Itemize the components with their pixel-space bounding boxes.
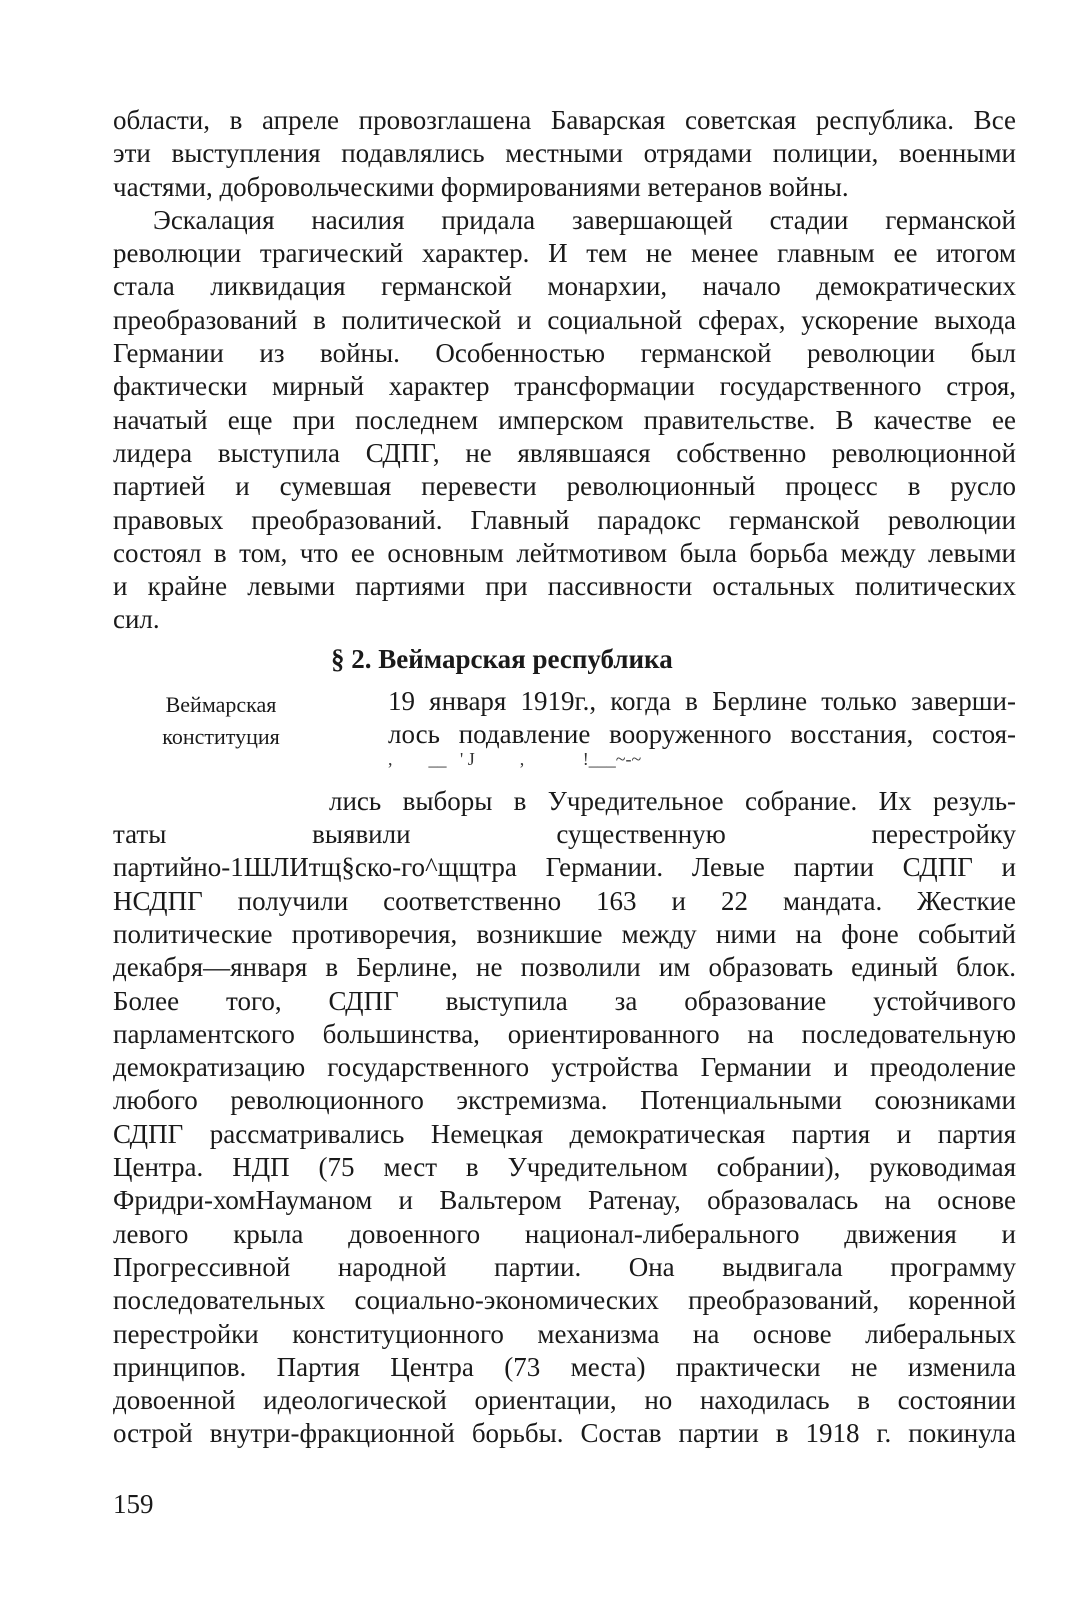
page-number: 159 bbox=[113, 1489, 154, 1519]
margin-note bbox=[141, 689, 301, 753]
text-line: частями, добровольческими формированиями ветеранов войны. bbox=[113, 171, 849, 202]
paragraph-2 bbox=[113, 204, 1016, 637]
text-line: НСДПГ получили соответственно 163 и 22 мандата. Жесткие bbox=[113, 885, 1016, 916]
text-line: преобразований в политической и социальной сферах, ускорение выхода bbox=[113, 304, 1016, 335]
text-line: политические противоречия, возникшие между ними на фоне событий bbox=[113, 918, 1016, 949]
text-line: стала ликвидация германской монархии, начало демократических bbox=[113, 271, 1016, 302]
text-line: сил. bbox=[113, 604, 160, 635]
text-line: парламентского большинства, ориентированного на последовательную bbox=[113, 1018, 1016, 1049]
text-line: таты выявили существенную перестройку bbox=[113, 819, 1016, 850]
text-line: состоял в том, что ее основным лейтмотивом была борьба между левыми bbox=[113, 537, 1016, 568]
text-line: фактически мирный характер трансформации государственного строя, bbox=[113, 371, 1016, 402]
text-line: демократизацию государственного устройства Германии и преодоление bbox=[113, 1052, 1016, 1083]
text-line: лись выборы в Учредительное собрание. Их резуль- bbox=[329, 785, 1016, 816]
text-line: довоенной идеологической ориентации, но находилась в состоянии bbox=[113, 1385, 1016, 1416]
text-line: 19 января 1919г., когда в Берлине только заверши- bbox=[388, 685, 1016, 716]
margin-note-line: конституция bbox=[162, 723, 280, 749]
text-line: любого революционного экстремизма. Потенциальными союзниками bbox=[113, 1085, 1016, 1116]
page-body bbox=[113, 104, 1016, 1451]
text-line: Прогрессивной народной партии. Она выдвигала программу bbox=[113, 1251, 1016, 1282]
text-line: эти выступления подавлялись местными отрядами полиции, военными bbox=[113, 138, 1016, 169]
text-line: последовательных социально-экономических преобразований, коренной bbox=[113, 1285, 1016, 1316]
text-line: СДПГ рассматривались Немецкая демократическая партия и партия bbox=[113, 1118, 1016, 1149]
text-line: Эскалация насилия придала завершающей стадии германской bbox=[153, 204, 1016, 235]
text-line: Центра. НДП (75 мест в Учредительном собрании), руководимая bbox=[113, 1152, 1016, 1183]
section-heading: § 2. Веймарская республика bbox=[331, 643, 673, 674]
paragraph-3 bbox=[113, 785, 1016, 1451]
text-line: лидера выступила СДПГ, не являвшаяся собственно революционной bbox=[113, 437, 1016, 468]
text-line: и крайне левыми партиями при пассивности остальных политических bbox=[113, 571, 1016, 602]
text-line: острой внутри-фракционной борьбы. Состав партии в 1918 г. покинула bbox=[113, 1418, 1016, 1449]
text-line: партией и сумевшая перевести революционный процесс в русло bbox=[113, 471, 1016, 502]
margin-note-block bbox=[113, 685, 1016, 785]
text-line: области, в апреле провозглашена Баварская советская республика. Все bbox=[113, 105, 1016, 135]
text-line: революции трагический характер. И тем не менее главным ее итогом bbox=[113, 238, 1016, 269]
paragraph-1 bbox=[113, 104, 1016, 204]
text-line: принципов. Партия Центра (73 места) практически не изменила bbox=[113, 1351, 1016, 1382]
margin-note-line: Веймарская bbox=[165, 691, 277, 717]
text-line: левого крыла довоенного национал-либерального движения и bbox=[113, 1218, 1016, 1249]
text-line: Германии из войны. Особенностью германской революции был bbox=[113, 338, 1016, 369]
text-line: декабря—января в Берлине, не позволили им образовать единый блок. bbox=[113, 952, 1016, 983]
text-line: начатый еще при последнем имперском правительстве. В качестве ее bbox=[113, 404, 1016, 435]
scan-artifact: , __ ' J , !___~-~ bbox=[388, 748, 642, 769]
text-line: перестройки конституционного механизма на основе либеральных bbox=[113, 1318, 1016, 1349]
text-line: правовых преобразований. Главный парадокс германской революции bbox=[113, 504, 1016, 535]
text-line: Фридри-хомНауманом и Вальтером Ратенау, образовалась на основе bbox=[113, 1185, 1016, 1216]
text-line: Более того, СДПГ выступила за образование устойчивого bbox=[113, 985, 1016, 1016]
text-line: лось подавление вооруженного восстания, состоя- bbox=[388, 718, 1016, 749]
text-line: партийно-1ШЛИтщ§ско-го^щщтра Германии. Левые партии СДПГ и bbox=[113, 852, 1016, 883]
